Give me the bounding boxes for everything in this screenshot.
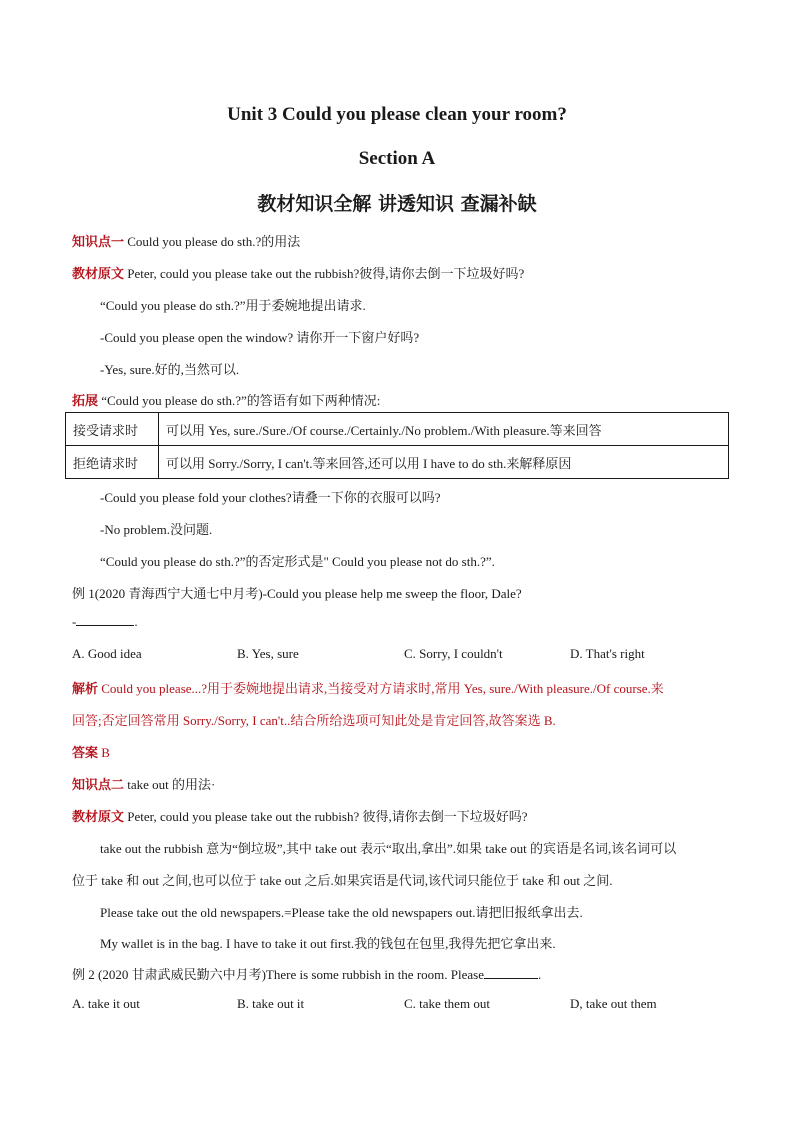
kp1-source-text: Peter, could you please take out the rubbish?彼得,请你去倒一下垃圾好吗?: [124, 266, 525, 281]
example1-analysis: [72, 678, 664, 697]
example1-option-d: D. That's right: [570, 646, 645, 661]
kp1-source-label: 教材原文: [72, 267, 125, 282]
analysis-text-2: 回答;否定回答常用 Sorry./Sorry, I can't..结合所给选项可知此处是肯定回答,故答案选 B.: [72, 713, 556, 728]
answer-blank: [76, 613, 134, 626]
kp1-text: Could you please do sth.?的用法: [124, 234, 301, 249]
kp1-example-answer: -Yes, sure.好的,当然可以.: [100, 362, 240, 377]
answer-blank: [484, 966, 538, 979]
kp2-note-1: take out the rubbish 意为“倒垃圾”,其中 take out 表示“取出,拿出”.如果 take out 的宾语是名词,该名词可以: [100, 841, 677, 856]
analysis-text-1: Could you please...?用于委婉地提出请求,当接受对方请求时,常用 Yes, sure./With pleasure./Of course.来: [98, 681, 664, 696]
kp2-example-1: Please take out the old newspapers.=Please take the old newspapers out.请把旧报纸拿出去.: [100, 905, 583, 920]
example1-stem: 例 1(2020 青海西宁大通七中月考)-Could you please help me sweep the floor, Dale?: [72, 586, 522, 601]
example2-option-a: A. take it out: [72, 996, 140, 1011]
kp2-source-text: Peter, could you please take out the rubbish? 彼得,请你去倒一下垃圾好吗?: [124, 809, 528, 824]
kp1-example2-question: -Could you please fold your clothes?请叠一下你的衣服可以吗?: [100, 490, 441, 505]
example2-option-b: B. take out it: [237, 996, 305, 1011]
kp1-example-question: -Could you please open the window? 请你开一下窗户好吗?: [100, 330, 420, 345]
kp1-note: “Could you please do sth.?”用于委婉地提出请求.: [100, 298, 366, 313]
table-cell-type: 拒绝请求时: [66, 446, 159, 479]
kp2-source: [72, 806, 528, 825]
table-cell-desc: 可以用 Sorry./Sorry, I can't.等来回答,还可以用 I have to do sth.来解释原因: [159, 446, 729, 479]
answer-label: 答案: [72, 746, 99, 761]
unit-title: Unit 3 Could you please clean your room?: [227, 104, 567, 125]
table-row: [66, 413, 729, 446]
kp1-example2-answer: -No problem.没问题.: [100, 522, 213, 537]
example1-option-b: B. Yes, sure: [237, 646, 299, 661]
analysis-label: 解析: [72, 682, 99, 697]
example2-stem-line: [72, 964, 541, 983]
answer-value: B: [98, 745, 110, 760]
kp1-heading: [72, 231, 300, 250]
table-cell-type: 接受请求时: [66, 413, 159, 446]
table-row: [66, 446, 729, 479]
expand-label: 拓展: [72, 394, 99, 409]
kp2-label: 知识点二: [72, 778, 125, 793]
example1-dash: -: [72, 614, 77, 629]
kp2-note-2: 位于 take 和 out 之间,也可以位于 take out 之后.如果宾语是代词,该代词只能位于 take 和 out 之间.: [72, 873, 613, 888]
table-cell-desc: 可以用 Yes, sure./Sure./Of course./Certainly./No problem./With pleasure.等来回答: [159, 413, 729, 446]
kp2-source-label: 教材原文: [72, 810, 125, 825]
response-table: [65, 412, 729, 479]
kp1-label: 知识点一: [72, 235, 125, 250]
subtitle: 教材知识全解 讲透知识 查漏补缺: [257, 193, 537, 215]
expand-text: “Could you please do sth.?”的答语有如下两种情况:: [98, 393, 381, 408]
example2-option-c: C. take them out: [404, 996, 490, 1011]
kp2-heading: [72, 774, 215, 793]
kp1-source: [72, 263, 524, 282]
example2-end: .: [537, 967, 542, 982]
example1-option-c: C. Sorry, I couldn't: [404, 646, 503, 661]
section-title: Section A: [358, 148, 436, 169]
example1-answer: [72, 742, 110, 761]
kp2-text: take out 的用法·: [124, 777, 216, 792]
kp1-expand: [72, 390, 380, 409]
example2-stem: 例 2 (2020 甘肃武威民勤六中月考)There is some rubbish in the room. Please: [72, 967, 484, 982]
example1-option-a: A. Good idea: [72, 646, 142, 661]
example2-option-d: D, take out them: [570, 996, 657, 1011]
kp2-example-2: My wallet is in the bag. I have to take it out first.我的钱包在包里,我得先把它拿出来.: [100, 936, 556, 951]
kp1-negative: “Could you please do sth.?”的否定形式是" Could you please not do sth.?”.: [100, 554, 495, 569]
example1-blank-line: - .: [72, 614, 138, 629]
